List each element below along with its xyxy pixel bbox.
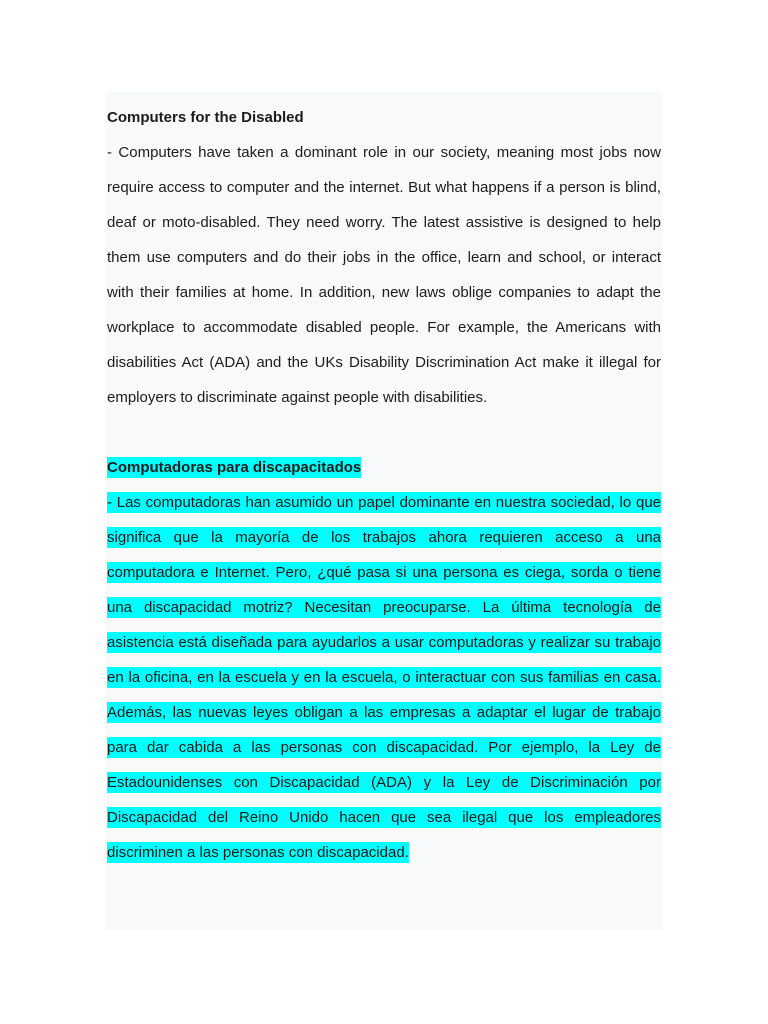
spanish-line: para dar cabida a las personas con discapacidad. Por ejemplo, la Ley de [107, 739, 661, 756]
spanish-line-row [107, 555, 661, 590]
english-line: require access to computer and the internet. But what happens if a person is blind, [107, 179, 661, 196]
english-line: deaf or moto-disabled. They need worry. The latest assistive is designed to help [107, 214, 661, 231]
spanish-line-row [107, 765, 661, 800]
spanish-line-row [107, 660, 661, 695]
english-title: Computers for the Disabled [107, 109, 304, 126]
spanish-line-row [107, 485, 661, 520]
spanish-line: Además, las nuevas leyes obligan a las empresas a adaptar el lugar de trabajo [107, 704, 661, 721]
spanish-line: significa que la mayoría de los trabajos ahora requieren acceso a una [107, 529, 661, 546]
spanish-title-row [107, 450, 661, 485]
spanish-line-row [107, 625, 661, 660]
spanish-line: Discapacidad del Reino Unido hacen que sea ilegal que los empleadores [107, 809, 661, 826]
spanish-line: una discapacidad motriz? Necesitan preocuparse. La última tecnología de [107, 599, 661, 616]
spanish-line-row [107, 835, 661, 870]
spanish-line-row [107, 695, 661, 730]
spanish-line-row [107, 730, 661, 765]
spanish-line-row [107, 800, 661, 835]
spanish-line: computadora e Internet. Pero, ¿qué pasa si una persona es ciega, sorda o tiene [107, 564, 661, 581]
spanish-line: en la oficina, en la escuela y en la escuela, o interactuar con sus familias en casa. [107, 669, 661, 686]
spanish-line: discriminen a las personas con discapacidad. [107, 844, 409, 861]
english-line: disabilities Act (ADA) and the UKs Disability Discrimination Act make it illegal for [107, 354, 661, 371]
spanish-line-row [107, 590, 661, 625]
paragraph-gap [107, 415, 661, 450]
document-body [107, 100, 661, 870]
english-line: - Computers have taken a dominant role in our society, meaning most jobs now [107, 144, 661, 161]
spanish-line: - Las computadoras han asumido un papel dominante en nuestra sociedad, lo que [107, 494, 661, 511]
spanish-line: asistencia está diseñada para ayudarlos a usar computadoras y realizar su trabajo [107, 634, 661, 651]
english-line: them use computers and do their jobs in the office, learn and school, or interact [107, 249, 661, 266]
english-line: with their families at home. In addition, new laws oblige companies to adapt the [107, 284, 661, 301]
spanish-title: Computadoras para discapacitados [107, 459, 362, 476]
spanish-line-row [107, 520, 661, 555]
spanish-line: Estadounidenses con Discapacidad (ADA) y la Ley de Discriminación por [107, 774, 661, 791]
english-line: employers to discriminate against people with disabilities. [107, 389, 488, 406]
english-line: workplace to accommodate disabled people. For example, the Americans with [107, 319, 661, 336]
